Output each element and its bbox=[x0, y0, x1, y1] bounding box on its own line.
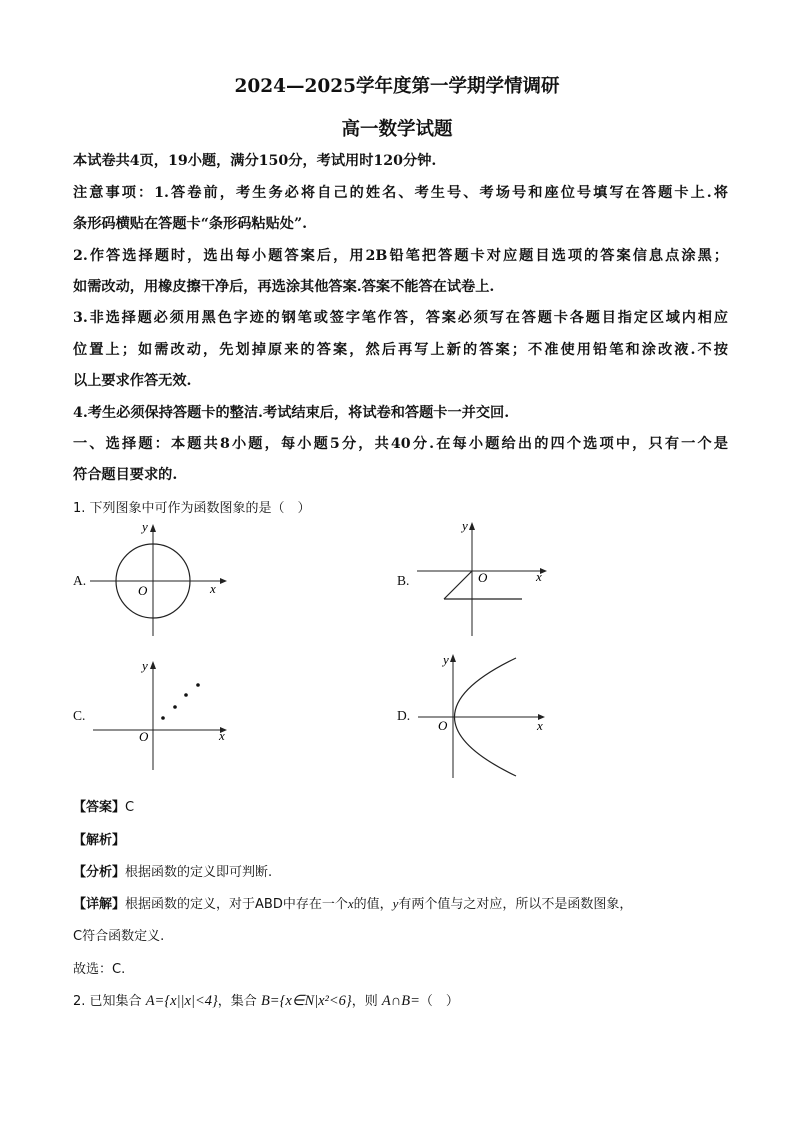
graph-d-x-label: x bbox=[537, 718, 543, 733]
xiangjie-var-x: x bbox=[347, 896, 354, 911]
xiangjie-line-2: C符合函数定义. bbox=[73, 929, 165, 944]
graph-b-y-label: y bbox=[462, 518, 468, 533]
instruction-line-3: 条形码横贴在答题卡“条形码粘贴处”. bbox=[73, 216, 308, 232]
instruction-line-4: 2.作答选择题时，选出每小题答案后，用2B铅笔把答题卡对应题目选项的答案信息点涂黑； bbox=[73, 248, 728, 264]
instruction-line-5: 如需改动，用橡皮擦干净后，再选涂其他答案.答案不能答在试卷上. bbox=[73, 279, 495, 295]
answer-value: C bbox=[125, 800, 135, 815]
graph-c-x-label: x bbox=[219, 728, 225, 743]
q2-set-b: B={x∈N|x²<6} bbox=[260, 993, 352, 1009]
option-a-label: A. bbox=[73, 573, 87, 588]
graph-b-x-label: x bbox=[536, 569, 542, 584]
choose-line: 故选：C. bbox=[73, 962, 126, 977]
xiangjie-line-1 bbox=[73, 893, 728, 912]
graph-b-piecewise bbox=[410, 518, 555, 638]
graph-a-y-label: y bbox=[142, 519, 148, 534]
q2-mid: ，集合 bbox=[217, 994, 257, 1009]
graph-a-origin-label: O bbox=[138, 583, 148, 598]
graph-a-x-label: x bbox=[210, 581, 216, 596]
instruction-line-8: 以上要求作答无效. bbox=[73, 373, 192, 389]
graph-d-parabola bbox=[413, 650, 553, 780]
section-heading-line-1: 一、选择题：本题共8小题，每小题5分，共40分.在每小题给出的四个选项中，只有一个是 bbox=[73, 436, 728, 452]
q2-expr: A∩B= bbox=[381, 993, 420, 1009]
exam-subtitle: 高一数学试题 bbox=[341, 119, 453, 140]
xiangjie-part-a: 根据函数的定义，对于ABD中存在一个 bbox=[125, 897, 348, 912]
answer-line bbox=[73, 796, 728, 815]
option-d-label: D. bbox=[397, 708, 411, 723]
fenxi-text: 根据函数的定义即可判断. bbox=[125, 865, 273, 880]
xiangjie-var-y: y bbox=[392, 896, 399, 911]
graph-d-origin-label: O bbox=[438, 718, 448, 733]
xiangjie-part-c: 有两个值与之对应，所以不是函数图象， bbox=[398, 897, 633, 912]
instruction-line-2: 注意事项：1.答卷前，考生务必将自己的姓名、考生号、考场号和座位号填写在答题卡上.将 bbox=[73, 185, 728, 201]
q2-tail2: （ ） bbox=[419, 994, 459, 1009]
instruction-line-7: 位置上；如需改动，先划掉原来的答案，然后再写上新的答案；不准使用铅笔和涂改液.不按 bbox=[73, 342, 728, 358]
answer-label: 【答案】 bbox=[73, 800, 126, 815]
graph-b-origin-label: O bbox=[478, 570, 488, 585]
exam-title: 2024—2025学年度第一学期学情调研 bbox=[234, 76, 560, 97]
instruction-line-1: 本试卷共4页，19小题，满分150分，考试用时120分钟. bbox=[73, 153, 437, 169]
xiangjie-label: 【详解】 bbox=[73, 897, 126, 912]
q2-set-a: A={x||x|<4} bbox=[145, 993, 218, 1009]
q2-tail1: ，则 bbox=[351, 994, 378, 1009]
instruction-line-6: 3.非选择题必须用黑色字迹的钢笔或签字笔作答，答案必须写在答题卡各题目指定区域内相应 bbox=[73, 310, 728, 326]
question-1-stem: 1. 下列图象中可作为函数图象的是（ ） bbox=[73, 501, 311, 516]
instruction-line-9: 4.考生必须保持答题卡的整洁.考试结束后，将试卷和答题卡一并交回. bbox=[73, 405, 510, 421]
option-c-label: C. bbox=[73, 708, 86, 723]
xiangjie-part-b: 的值， bbox=[353, 897, 393, 912]
q2-prefix: 2. 已知集合 bbox=[73, 994, 142, 1009]
graph-d-y-label: y bbox=[443, 652, 449, 667]
graph-c-y-label: y bbox=[142, 658, 148, 673]
graph-a-circle bbox=[90, 518, 230, 636]
graph-c-origin-label: O bbox=[139, 729, 149, 744]
graph-c-points bbox=[90, 655, 235, 773]
fenxi-line bbox=[73, 861, 728, 880]
section-heading-line-2: 符合题目要求的. bbox=[73, 467, 178, 483]
question-2-stem bbox=[73, 990, 728, 1010]
analysis-label: 【解析】 bbox=[73, 833, 126, 848]
fenxi-label: 【分析】 bbox=[73, 865, 126, 880]
option-b-label: B. bbox=[397, 573, 410, 588]
